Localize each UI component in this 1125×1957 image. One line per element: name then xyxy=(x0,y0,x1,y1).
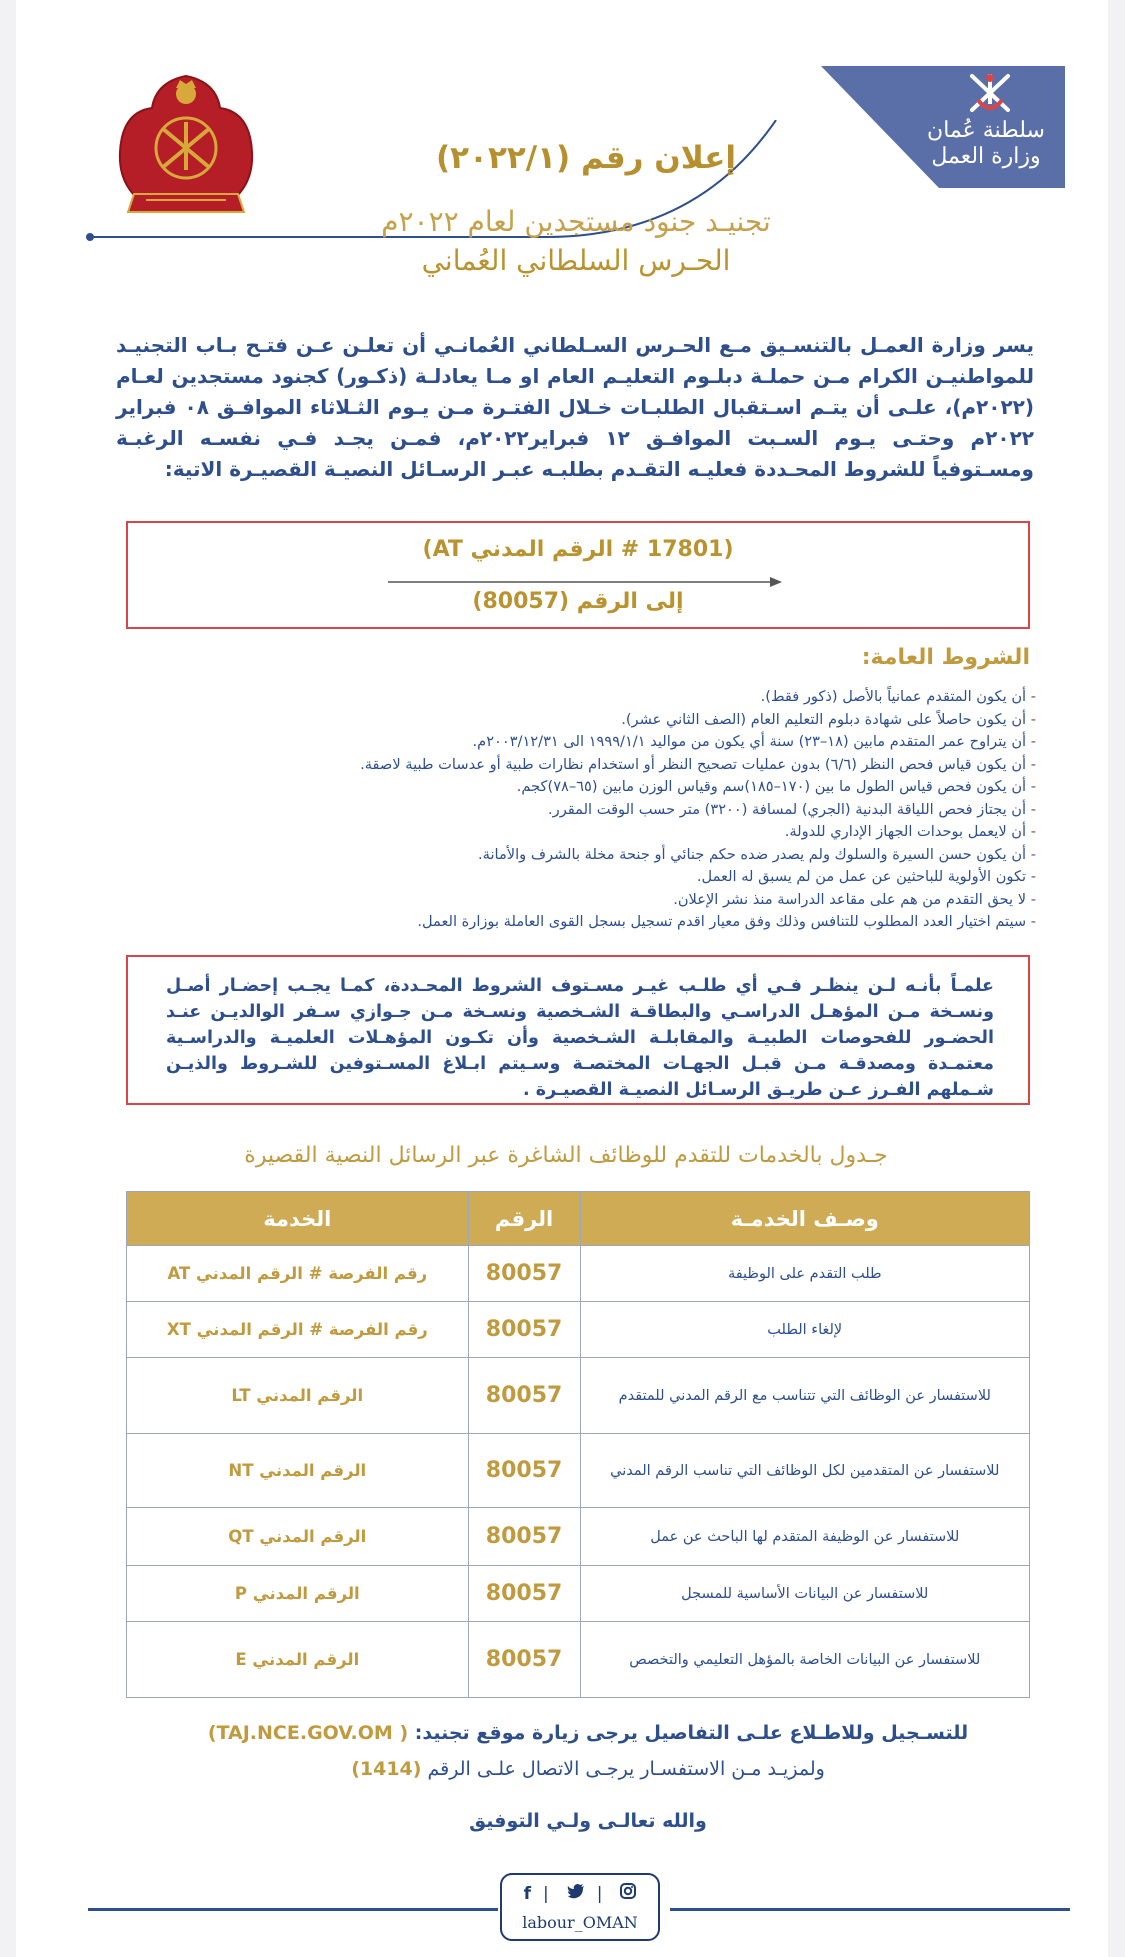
registration-info xyxy=(146,1722,1030,1744)
separator: | xyxy=(596,1884,603,1904)
footer-divider-right xyxy=(670,1908,1070,1911)
service-number: 80057 xyxy=(468,1246,580,1302)
ministry-name-line2: وزارة العمل xyxy=(931,144,1041,169)
service-description: للاستفسار عن المتقدمين لكل الوظائف التي تناسب الرقم المدني xyxy=(580,1434,1029,1508)
royal-guard-emblem-icon xyxy=(112,68,260,224)
instagram-icon[interactable] xyxy=(620,1883,636,1904)
service-number: 80057 xyxy=(468,1508,580,1566)
intro-paragraph: يسر وزارة العمـل بالتنسـيق مـع الحـرس السـلطاني العُمانـي أن تعلـن عـن فتـح بـاب التجنيـد للمواطنيـن الكرام مـن حملـة دبلـوم التعليـم العام او مـا يعادلـة (ذكـور) كجنود مستجدين لعـام (٢٠٢٢م)، علـى أن يتـم اسـتقبال الطلبـات خـلال الفتـرة مـن يـوم الثـلاثاء الموافـق ٠٨ فبراير ٢٠٢٢م وحتـى يـوم السـبت الموافـق ١٢ فبراير٢٠٢٢م، فمـن يجـد فـي نفسـه الرغبـة ومسـتوفياً للشروط المحـددة فعليـه التقـدم بطلبـه عبـر الرسـائل النصيـة القصيـرة الاتية: xyxy=(116,333,1034,481)
social-handle[interactable]: labour_OMAN xyxy=(522,1913,638,1932)
service-code: رقم الفرصة # الرقم المدني XT xyxy=(127,1302,469,1358)
royal-guard-title: الحـرس السلطاني العُماني xyxy=(421,244,731,277)
general-conditions-title: الشروط العامة: xyxy=(861,645,1030,670)
facebook-icon[interactable]: f xyxy=(523,1884,532,1904)
service-number: 80057 xyxy=(468,1566,580,1622)
condition-item: - أن يكون حسن السيرة والسلوك ولم يصدر ضده حكم جنائي أو جنحة مخلة بالشرف والأمانة. xyxy=(136,844,1036,867)
ministry-name xyxy=(916,118,1056,170)
contact-phone[interactable]: (1414) xyxy=(351,1758,422,1780)
service-number: 80057 xyxy=(468,1302,580,1358)
table-row xyxy=(127,1358,1030,1434)
condition-item: - أن لايعمل بوحدات الجهاز الإداري للدولة. xyxy=(136,821,1036,844)
service-description: للاستفسار عن البيانات الخاصة بالمؤهل التعليمي والتخصص xyxy=(580,1622,1029,1698)
service-code: الرقم المدني NT xyxy=(127,1434,469,1508)
condition-item: - لا يحق التقدم من هم على مقاعد الدراسة منذ نشر الإعلان. xyxy=(136,889,1036,912)
announcement-title: إعلان رقم (٢٠٢٢/١) xyxy=(435,140,737,176)
service-code: الرقم المدني QT xyxy=(127,1508,469,1566)
important-note-box xyxy=(126,955,1030,1105)
sms-instructions-box xyxy=(126,521,1030,629)
column-header-service: الخدمة xyxy=(127,1192,469,1246)
contact-info xyxy=(146,1758,1030,1780)
column-header-description: وصـف الخدمـة xyxy=(580,1192,1029,1246)
social-media-box xyxy=(500,1873,660,1941)
arrow-right-icon xyxy=(386,575,786,589)
condition-item: - أن يتراوح عمر المتقدم مابين (١٨–٢٣) سنة أي يكون من مواليد ١٩٩٩/١/١ الى ٢٠٠٣/١٢/٣١م. xyxy=(136,731,1036,754)
service-description: للاستفسار عن الوظيفة المتقدم لها الباحث عن عمل xyxy=(580,1508,1029,1566)
table-row xyxy=(127,1622,1030,1698)
ministry-name-line1: سلطنة عُمان xyxy=(927,118,1045,143)
closing-text: والله تعالـى ولـي التوفيق xyxy=(469,1810,707,1832)
condition-item: - أن يجتاز فحص اللياقة البدنية (الجري) لمسافة (٣٢٠٠) متر حسب الوقت المقرر. xyxy=(136,799,1036,822)
service-code: الرقم المدني E xyxy=(127,1622,469,1698)
condition-item: - أن يكون حاصلاً على شهادة دبلوم التعليم العام (الصف الثاني عشر). xyxy=(136,709,1036,732)
service-code: رقم الفرصة # الرقم المدني AT xyxy=(127,1246,469,1302)
registration-text: للتسـجيل وللاطـلاع علـى التفاصيل يرجى زيارة موقع تجنيد: xyxy=(414,1722,969,1744)
twitter-icon[interactable] xyxy=(567,1884,585,1904)
service-description: للاستفسار عن البيانات الأساسية للمسجل xyxy=(580,1566,1029,1622)
table-header-row xyxy=(127,1192,1030,1246)
recruitment-subtitle: تجنيـد جنود مستجدين لعام ٢٠٢٢م xyxy=(381,205,771,238)
condition-item: - أن يكون المتقدم عمانياً بالأصل (ذكور فقط). xyxy=(136,686,1036,709)
service-code: الرقم المدني P xyxy=(127,1566,469,1622)
footer-divider-left xyxy=(88,1908,498,1911)
important-note-text: علمـاً بأنـه لـن ينظـر فـي أي طلـب غيـر مسـتوف الشروط المحـددة، كمـا يجـب إحضـار أصـل ونسـخة مـن المؤهـل الدراسـي والبطاقـة الشـخصية ونسـخة مـن جـوازي سـفر الوالديـن عنـد الحضـور للفحوصات الطبيـة والمقابلـة الشـخصية وأن تكـون المؤهـلات العلميـة والدراسـية معتمـدة ومصدقـة مـن قبـل الجهـات المختصـة وسـيتم ابـلاغ المسـتوفين للشـروط والذيـن شـملهم الفـرز عـن طريـق الرسـائل النصيـة القصيـرة . xyxy=(166,976,994,1100)
services-table xyxy=(126,1191,1030,1698)
service-code: الرقم المدني LT xyxy=(127,1358,469,1434)
separator: | xyxy=(543,1884,549,1904)
table-row xyxy=(127,1246,1030,1302)
oman-emblem-icon xyxy=(964,70,1016,118)
service-number: 80057 xyxy=(468,1358,580,1434)
service-description: طلب التقدم على الوظيفة xyxy=(580,1246,1029,1302)
condition-item: - سيتم اختيار العدد المطلوب للتنافس وذلك وفق معيار اقدم تسجيل بسجل القوى العاملة بوزارة العمل. xyxy=(136,911,1036,934)
table-row xyxy=(127,1434,1030,1508)
service-number: 80057 xyxy=(468,1434,580,1508)
condition-item: - أن يكون قياس فحص النظر (٦/٦) بدون عمليات تصحيح النظر أو استخدام نظارات طبية أو عدسات طبية لاصقة. xyxy=(136,754,1036,777)
sms-destination-number: إلى الرقم (80057) xyxy=(472,589,684,614)
social-icons xyxy=(502,1883,658,1904)
service-number: 80057 xyxy=(468,1622,580,1698)
service-description: للاستفسار عن الوظائف التي تتناسب مع الرقم المدني للمتقدم xyxy=(580,1358,1029,1434)
website-link[interactable]: ( TAJ.NCE.GOV.OM) xyxy=(207,1722,409,1744)
services-table-title: جـدول بالخدمات للتقدم للوظائف الشاغرة عبر الرسائل النصية القصيرة xyxy=(244,1143,888,1168)
table-row xyxy=(127,1302,1030,1358)
general-conditions-list xyxy=(136,686,1036,934)
condition-item: - أن يكون فحص قياس الطول ما بين (١٧٠–١٨٥)سم وقياس الوزن مابين (٦٥–٧٨)كجم. xyxy=(136,776,1036,799)
sms-message-format: (17801 # الرقم المدني AT) xyxy=(422,537,734,562)
service-description: لإلغاء الطلب xyxy=(580,1302,1029,1358)
announcement-page xyxy=(16,0,1108,1957)
column-header-number: الرقم xyxy=(468,1192,580,1246)
table-row xyxy=(127,1566,1030,1622)
condition-item: - تكون الأولوية للباحثين عن عمل من لم يسبق له العمل. xyxy=(136,866,1036,889)
table-row xyxy=(127,1508,1030,1566)
contact-text: ولمزيـد مـن الاستفسـار يرجـى الاتصال علـى الرقم xyxy=(427,1758,825,1780)
